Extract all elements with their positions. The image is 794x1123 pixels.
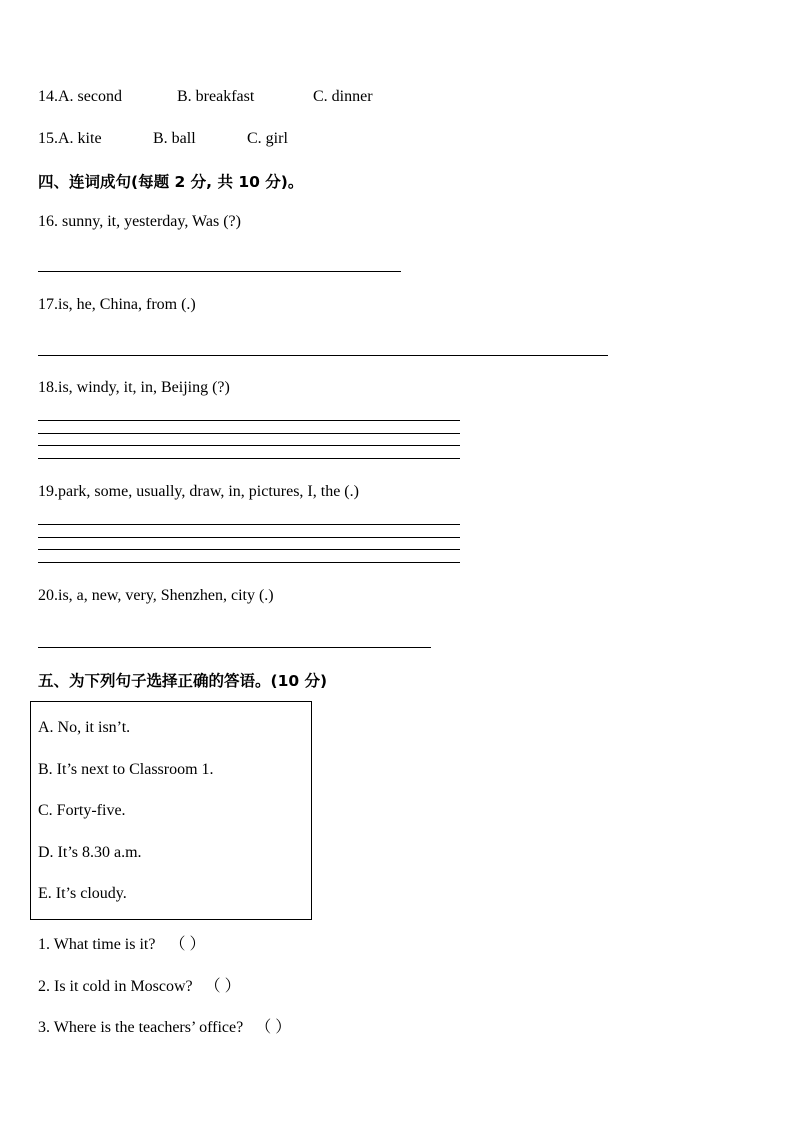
answer-choice-a: A. No, it isn’t. [38, 719, 131, 736]
answer-choices-box [30, 701, 312, 920]
answer-choice-d: D. It’s 8.30 a.m. [38, 844, 142, 861]
question-text: 1. What time is it? [38, 936, 156, 953]
question-text: .park, some, usually, draw, in, pictures, I, the (.) [54, 483, 359, 500]
answer-choice-c: C. Forty-five. [38, 802, 126, 819]
question-18 [38, 379, 230, 397]
writing-line[interactable] [38, 420, 460, 421]
answer-choice-e: E. It’s cloudy. [38, 885, 127, 902]
question-text: . sunny, it, yesterday, Was (?) [54, 213, 241, 230]
writing-line[interactable] [38, 458, 460, 459]
writing-line[interactable] [38, 433, 460, 434]
answer-blank[interactable]: （ ） [169, 936, 206, 953]
option-b: B. ball [153, 130, 196, 147]
question-20 [38, 587, 274, 605]
answer-blank[interactable]: （ ） [204, 978, 241, 995]
matching-question-3 [38, 1014, 291, 1037]
question-text: .is, a, new, very, Shenzhen, city (.) [54, 587, 274, 604]
question-number: 14. [38, 88, 58, 105]
option-a: A. kite [58, 130, 102, 147]
option-c: C. girl [247, 130, 288, 147]
matching-question-1 [38, 931, 205, 954]
answer-line[interactable] [38, 647, 431, 648]
question-16 [38, 213, 241, 231]
question-number: 18 [38, 379, 54, 396]
matching-question-2 [38, 973, 241, 996]
question-text: .is, windy, it, in, Beijing (?) [54, 379, 230, 396]
writing-line[interactable] [38, 562, 460, 563]
writing-line[interactable] [38, 524, 460, 525]
option-a: A. second [58, 88, 122, 105]
question-number: 15. [38, 130, 58, 147]
question-14 [38, 88, 373, 106]
question-text: 3. Where is the teachers’ office? [38, 1019, 244, 1036]
question-15 [38, 130, 288, 148]
answer-choice-b: B. It’s next to Classroom 1. [38, 761, 214, 778]
section-5-heading: 五、为下列句子选择正确的答语。(10 分) [38, 672, 328, 690]
question-number: 20 [38, 587, 54, 604]
answer-line[interactable] [38, 271, 401, 272]
option-c: C. dinner [313, 88, 373, 105]
question-19 [38, 483, 359, 501]
question-text: 2. Is it cold in Moscow? [38, 978, 193, 995]
section-4-heading: 四、连词成句(每题 2 分, 共 10 分)。 [38, 173, 304, 191]
question-text: .is, he, China, from (.) [54, 296, 196, 313]
question-number: 16 [38, 213, 54, 230]
answer-line[interactable] [38, 355, 608, 356]
writing-line[interactable] [38, 537, 460, 538]
question-number: 19 [38, 483, 54, 500]
question-number: 17 [38, 296, 54, 313]
writing-line[interactable] [38, 549, 460, 550]
option-b: B. breakfast [177, 88, 255, 105]
answer-blank[interactable]: （ ） [255, 1019, 292, 1036]
writing-line[interactable] [38, 445, 460, 446]
question-17 [38, 296, 196, 314]
